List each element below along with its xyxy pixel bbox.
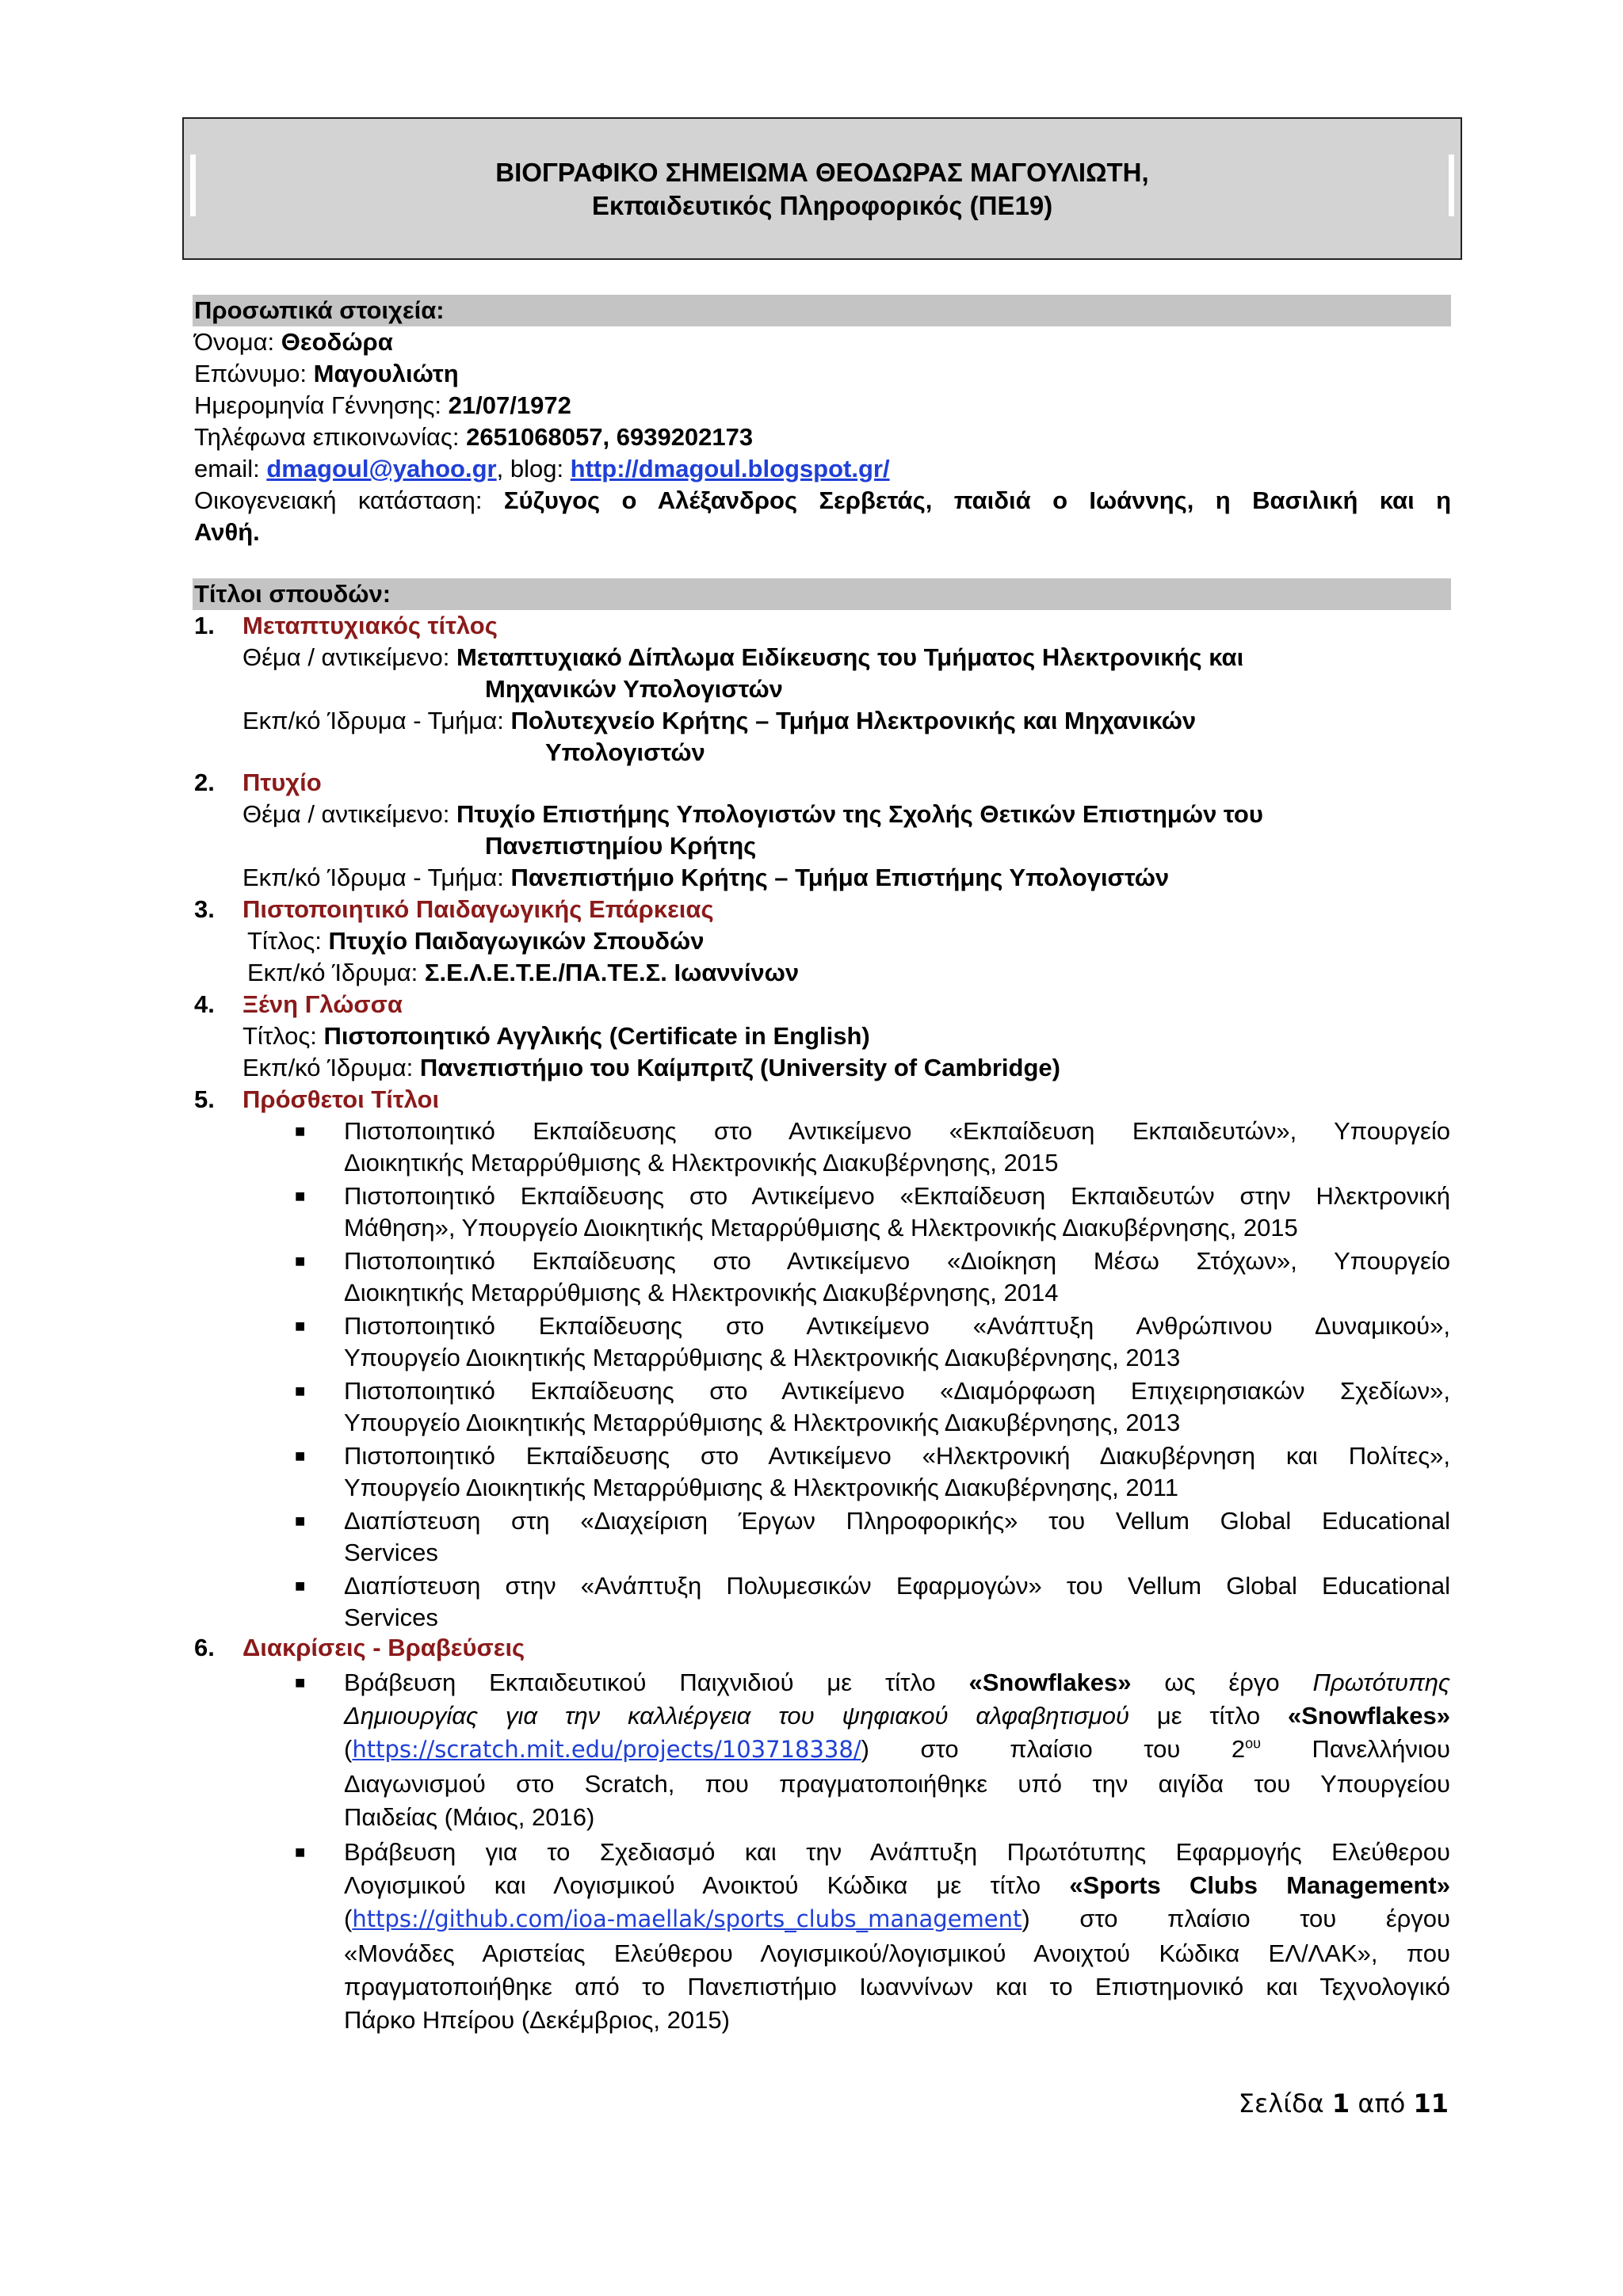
subject-value-cont: Πανεπιστημίου Κρήτης [485, 832, 757, 860]
award-text: με τίτλο [1128, 1702, 1288, 1730]
award-title: «Snowflakes» [968, 1669, 1132, 1696]
list-item-text-cont: Υπουργείο Διοικητικής Μεταρρύθμισης & Ηλεκτρονικής Διακυβέρνησης, 2013 [344, 1344, 1181, 1371]
institution-label: Εκπ/κό Ίδρυμα - Τμήμα: [242, 864, 511, 891]
award-text: Βράβευση για το Σχεδιασμό και την Ανάπτυξη Πρωτότυπης Εφαρμογής Ελεύθερου [344, 1838, 1450, 1866]
of-word: από [1350, 2088, 1414, 2119]
award-text: ( [344, 1905, 353, 1932]
list-item-text-cont: Διοικητικής Μεταρρύθμισης & Ηλεκτρονικής Διακυβέρνησης, 2014 [344, 1279, 1059, 1306]
bullet-icon: ■ [295, 1121, 306, 1141]
item-2-number: 2. [194, 769, 215, 796]
name-label: Όνομα: [194, 328, 281, 356]
award-text: Λογισμικού και Λογισμικού Ανοικτού Κώδικα με τίτλο [344, 1871, 1070, 1899]
item-3-number: 3. [194, 895, 215, 923]
phones-value: 2651068057, 6939202173 [466, 423, 754, 451]
phones-row [194, 421, 753, 453]
subject-label: Θέμα / αντικείμενο: [242, 800, 456, 828]
document-title: ΒΙΟΓΡΑΦΙΚΟ ΣΗΜΕΙΩΜΑ ΘΕΟΔΩΡΑΣ ΜΑΓΟΥΛΙΩΤΗ, [495, 158, 1149, 187]
surname-row [194, 358, 459, 390]
item-1-institution [242, 705, 1196, 737]
email-label: email: [194, 455, 267, 482]
list-item-text: Πιστοποιητικό Εκπαίδευσης στο Αντικείμενο «Ηλεκτρονική Διακυβέρνηση και Πολίτες», [344, 1442, 1450, 1470]
subject-label: Θέμα / αντικείμενο: [242, 643, 456, 671]
award-text: Πάρκο Ηπείρου (Δεκέμβριος, 2015) [344, 2006, 730, 2034]
document-subtitle: Εκπαιδευτικός Πληροφορικός (ΠΕ19) [591, 191, 1053, 220]
bullet-icon: ■ [295, 1576, 306, 1596]
award-sports-clubs [344, 1836, 1450, 2038]
page-word: Σελίδα [1238, 2088, 1332, 2119]
surname-label: Επώνυμο: [194, 360, 314, 387]
github-project-link[interactable]: https://github.com/ioa-maellak/sports_clubs_management [352, 1905, 1022, 1932]
family-label: Οικογενειακή κατάσταση: [194, 486, 504, 514]
studies-heading: Τίτλοι σπουδών: [193, 578, 1451, 610]
award-text: Παιδείας (Μάιος, 2016) [344, 1803, 595, 1831]
list-item [344, 1440, 1450, 1504]
institution-value-cont: Υπολογιστών [545, 738, 705, 766]
subject-value-cont: Μηχανικών Υπολογιστών [485, 675, 783, 703]
award-text: Διαγωνισμού στο Scratch, που πραγματοποιήθηκε υπό την αιγίδα του Υπουργείου [344, 1770, 1450, 1798]
award-text: Βράβευση Εκπαιδευτικού Παιχνιδιού με τίτλο [344, 1669, 969, 1696]
bullet-icon: ■ [295, 1446, 306, 1466]
birthdate-row [194, 390, 571, 421]
list-item-text: Πιστοποιητικό Εκπαίδευσης στο Αντικείμενο «Διοίκηση Μέσω Στόχων», Υπουργείο [344, 1247, 1450, 1275]
item-5-title: Πρόσθετοι Τίτλοι [242, 1085, 440, 1113]
item-4-degree [242, 1020, 870, 1052]
list-item [344, 1116, 1450, 1179]
page-number [1239, 2088, 1449, 2119]
current-page: 1 [1331, 2088, 1350, 2119]
item-4-institution [242, 1052, 1060, 1084]
item-2-title: Πτυχίο [242, 769, 322, 796]
award-category: Πρωτότυπης [1312, 1669, 1450, 1696]
list-item-text: Πιστοποιητικό Εκπαίδευσης στο Αντικείμενο «Διαμόρφωση Επιχειρησιακών Σχεδίων», [344, 1377, 1450, 1405]
item-1-title: Μεταπτυχιακός τίτλος [242, 612, 498, 639]
family-value-cont: Ανθή. [194, 518, 260, 546]
item-3-institution [247, 957, 799, 989]
list-item [344, 1505, 1450, 1569]
name-row [194, 326, 393, 358]
item-2-institution [242, 862, 1169, 894]
award-text: ως έργο [1131, 1669, 1313, 1696]
award-title: «Sports Clubs Management» [1069, 1871, 1450, 1899]
blog-label: , blog: [496, 455, 571, 482]
degree-label: Τίτλος: [247, 927, 329, 955]
degree-value: Πτυχίο Παιδαγωγικών Σπουδών [328, 927, 705, 955]
list-item-text-cont: Services [344, 1604, 438, 1631]
list-item-text-cont: Μάθηση», Υπουργείο Διοικητικής Μεταρρύθμισης & Ηλεκτρονικής Διακυβέρνησης, 2015 [344, 1214, 1298, 1241]
degree-value: Πιστοποιητικό Αγγλικής (Certificate in English) [323, 1022, 870, 1050]
bullet-icon: ■ [295, 1381, 306, 1401]
item-3-degree [247, 925, 704, 957]
award-text: πραγματοποιήθηκε από το Πανεπιστήμιο Ιωαννίνων και το Επιστημονικό και Τεχνολογικό [344, 1973, 1450, 2000]
email-link[interactable]: dmagoul@yahoo.gr [266, 455, 497, 482]
list-item-text: Πιστοποιητικό Εκπαίδευσης στο Αντικείμενο «Ανάπτυξη Ανθρώπινου Δυναμικού», [344, 1312, 1450, 1340]
list-item-text: Πιστοποιητικό Εκπαίδευσης στο Αντικείμενο «Εκπαίδευση Εκπαιδευτών στην Ηλεκτρονική [344, 1182, 1450, 1210]
contact-row [194, 453, 890, 485]
subject-value: Μεταπτυχιακό Δίπλωμα Ειδίκευσης του Τμήματος Ηλεκτρονικής και [456, 643, 1244, 671]
institution-value: Πανεπιστήμιο Κρήτης – Τμήμα Επιστήμης Υπολογιστών [510, 864, 1170, 891]
list-item [344, 1310, 1450, 1374]
list-item-text: Διαπίστευση στην «Ανάπτυξη Πολυμεσικών Εφαρμογών» του Vellum Global Educational [344, 1572, 1450, 1600]
award-text: ) στο πλαίσιο του έργου [1022, 1905, 1450, 1932]
birthdate-value: 21/07/1972 [448, 391, 571, 419]
list-item-text: Διαπίστευση στη «Διαχείριση Έργων Πληροφορικής» του Vellum Global Educational [344, 1507, 1450, 1535]
document-title-box [182, 117, 1462, 260]
bullet-icon: ■ [295, 1186, 306, 1206]
institution-label: Εκπ/κό Ίδρυμα: [242, 1054, 420, 1081]
item-2-subject [242, 799, 1263, 830]
award-text: ) στο πλαίσιο του 2 [861, 1735, 1246, 1763]
family-status-row [194, 485, 1451, 548]
scratch-project-link[interactable]: https://scratch.mit.edu/projects/103718338/ [352, 1736, 861, 1763]
surname-value: Μαγουλιώτη [313, 360, 459, 387]
list-item-text-cont: Υπουργείο Διοικητικής Μεταρρύθμισης & Ηλεκτρονικής Διακυβέρνησης, 2013 [344, 1409, 1181, 1436]
list-item-text: Πιστοποιητικό Εκπαίδευσης στο Αντικείμενο «Εκπαίδευση Εκπαιδευτών», Υπουργείο [344, 1117, 1450, 1145]
total-pages: 11 [1413, 2088, 1449, 2119]
blog-link[interactable]: http://dmagoul.blogspot.gr/ [570, 455, 890, 482]
degree-label: Τίτλος: [242, 1022, 324, 1050]
list-item-text-cont: Διοικητικής Μεταρρύθμισης & Ηλεκτρονικής Διακυβέρνησης, 2015 [344, 1149, 1059, 1177]
bullet-icon: ■ [295, 1842, 306, 1862]
phones-label: Τηλέφωνα επικοινωνίας: [194, 423, 467, 451]
item-4-number: 4. [194, 990, 215, 1018]
item-1-number: 1. [194, 612, 215, 639]
list-item [344, 1245, 1450, 1309]
institution-label: Εκπ/κό Ίδρυμα - Τμήμα: [242, 707, 511, 734]
personal-info-heading: Προσωπικά στοιχεία: [193, 295, 1451, 326]
bullet-icon: ■ [295, 1511, 306, 1531]
award-text: ( [344, 1735, 353, 1763]
institution-value: Πανεπιστήμιο του Καίμπριτζ (University of Cambridge) [419, 1054, 1060, 1081]
list-item-text-cont: Services [344, 1539, 438, 1566]
item-5-number: 5. [194, 1085, 215, 1113]
list-item [344, 1375, 1450, 1439]
item-1-subject [242, 642, 1243, 673]
bullet-icon: ■ [295, 1251, 306, 1271]
list-item [344, 1570, 1450, 1634]
award-title: «Snowflakes» [1287, 1702, 1450, 1730]
ordinal-suffix: ου [1245, 1735, 1261, 1752]
institution-value: Σ.Ε.Λ.Ε.Τ.Ε./ΠΑ.ΤΕ.Σ. Ιωαννίνων [424, 959, 800, 986]
family-value: Σύζυγος ο Αλέξανδρος Σερβετάς, παιδιά ο Ιωάννης, η Βασιλική και η [503, 486, 1452, 514]
name-value: Θεοδώρα [281, 328, 393, 356]
birthdate-label: Ημερομηνία Γέννησης: [194, 391, 449, 419]
bullet-icon: ■ [295, 1672, 306, 1692]
award-text: «Μονάδες Αριστείας Ελεύθερου Λογισμικού/λογισμικού Ανοιχτού Κώδικα ΕΛ/ΛΑΚ», που [344, 1939, 1450, 1967]
award-category-cont: Δημιουργίας για την καλλιέργεια του ψηφιακού αλφαβητισμού [344, 1702, 1129, 1730]
list-item-text-cont: Υπουργείο Διοικητικής Μεταρρύθμισης & Ηλεκτρονικής Διακυβέρνησης, 2011 [344, 1474, 1178, 1501]
item-6-title: Διακρίσεις - Βραβεύσεις [242, 1634, 525, 1661]
institution-label: Εκπ/κό Ίδρυμα: [247, 959, 425, 986]
item-4-title: Ξένη Γλώσσα [242, 990, 403, 1018]
bullet-icon: ■ [295, 1316, 306, 1336]
award-snowflakes [344, 1667, 1450, 1835]
institution-value: Πολυτεχνείο Κρήτης – Τμήμα Ηλεκτρονικής και Μηχανικών [510, 707, 1197, 734]
award-text: Πανελλήνιου [1260, 1735, 1450, 1763]
list-item [344, 1180, 1450, 1244]
item-3-title: Πιστοποιητικό Παιδαγωγικής Επάρκειας [242, 895, 714, 923]
subject-value: Πτυχίο Επιστήμης Υπολογιστών της Σχολής Θετικών Επιστημών του [456, 800, 1263, 828]
item-6-number: 6. [194, 1634, 215, 1661]
